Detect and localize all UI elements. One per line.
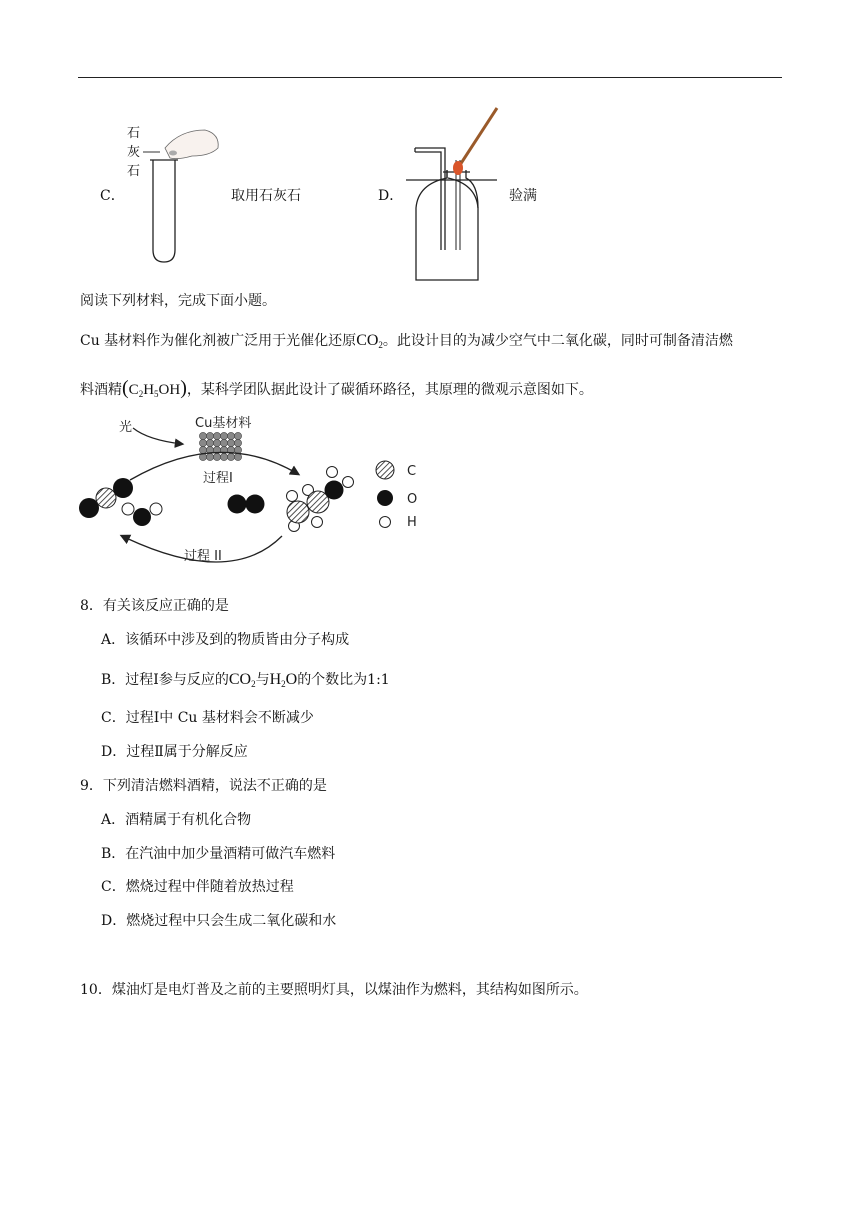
- ethanol-formula: $(C_2H_5OH)$: [122, 377, 187, 399]
- c-label-char: 灰: [127, 145, 141, 160]
- test-tube-hand-illustration: [100, 100, 250, 270]
- header-rule: [78, 77, 782, 78]
- process1-label: 过程I: [203, 471, 233, 486]
- legend-c-label: C: [407, 464, 417, 479]
- q10-stem: 10．煤油灯是电灯普及之前的主要照明灯具，以煤油作为燃料，其结构如图所示。: [80, 982, 588, 998]
- q8-stem: 8．有关该反应正确的是: [80, 598, 229, 614]
- para2-text-a: 料酒精: [80, 382, 122, 398]
- diagram-legend: [376, 461, 417, 530]
- q9-option-d: D．燃烧过程中只会生成二氧化碳和水: [101, 913, 337, 929]
- catalyst-label: Cu基材料: [195, 416, 252, 431]
- option-c-letter: C．: [100, 188, 125, 204]
- h2o-formula: $H_2O$: [269, 671, 298, 689]
- reading-paragraph-line2: [80, 378, 593, 404]
- q8-option-b: B．过程Ⅰ参与反应的$CO_2$与$H_2O$的个数比为1:1: [101, 671, 390, 689]
- q9-option-b: B．在汽油中加少量酒精可做汽车燃料: [101, 846, 336, 862]
- para1-text-b: 。此设计目的为减少空气中二氧化碳，同时可制备清洁燃: [382, 333, 733, 349]
- q8-option-d: D．过程Ⅱ属于分解反应: [101, 744, 248, 760]
- reading-instruction: 阅读下列材料，完成下面小题。: [80, 293, 276, 309]
- co2-formula: $CO_2$: [228, 671, 256, 689]
- reading-paragraph-line1: [80, 331, 733, 355]
- gas-bottle-illustration: [400, 100, 510, 285]
- co2-formula: $CO_2$: [356, 332, 383, 350]
- c-label-char: 石: [127, 126, 141, 141]
- carbon-cycle-diagram: [70, 408, 430, 578]
- para2-text-b: ，某科学团队据此设计了碳循环路径，其原理的微观示意图如下。: [186, 382, 593, 398]
- right-molecule: [287, 467, 354, 532]
- c-label-char: 石: [127, 164, 141, 179]
- legend-o-label: O: [407, 492, 418, 507]
- q9-option-a: A．酒精属于有机化合物: [101, 812, 252, 828]
- light-label: 光: [119, 420, 133, 435]
- middle-molecule: [228, 495, 265, 514]
- option-d-caption: 验满: [509, 188, 537, 204]
- cu-catalyst-spheres: [199, 432, 241, 460]
- q9-option-c: C．燃烧过程中伴随着放热过程: [101, 879, 294, 895]
- option-d-letter: D．: [378, 188, 404, 204]
- option-c-caption: 取用石灰石: [231, 188, 301, 204]
- q8-option-c: C．过程Ⅰ中 Cu 基材料会不断减少: [101, 710, 314, 726]
- figure-c: [100, 100, 250, 270]
- legend-h-label: H: [407, 515, 417, 530]
- para1-text-a: Cu 基材料作为催化剂被广泛用于光催化还原: [80, 333, 357, 349]
- left-molecules: [79, 478, 162, 526]
- process2-label: 过程 II: [184, 549, 222, 564]
- q8-option-a: A．该循环中涉及到的物质皆由分子构成: [101, 632, 350, 648]
- q9-stem: 9．下列清洁燃料酒精，说法不正确的是: [80, 778, 327, 794]
